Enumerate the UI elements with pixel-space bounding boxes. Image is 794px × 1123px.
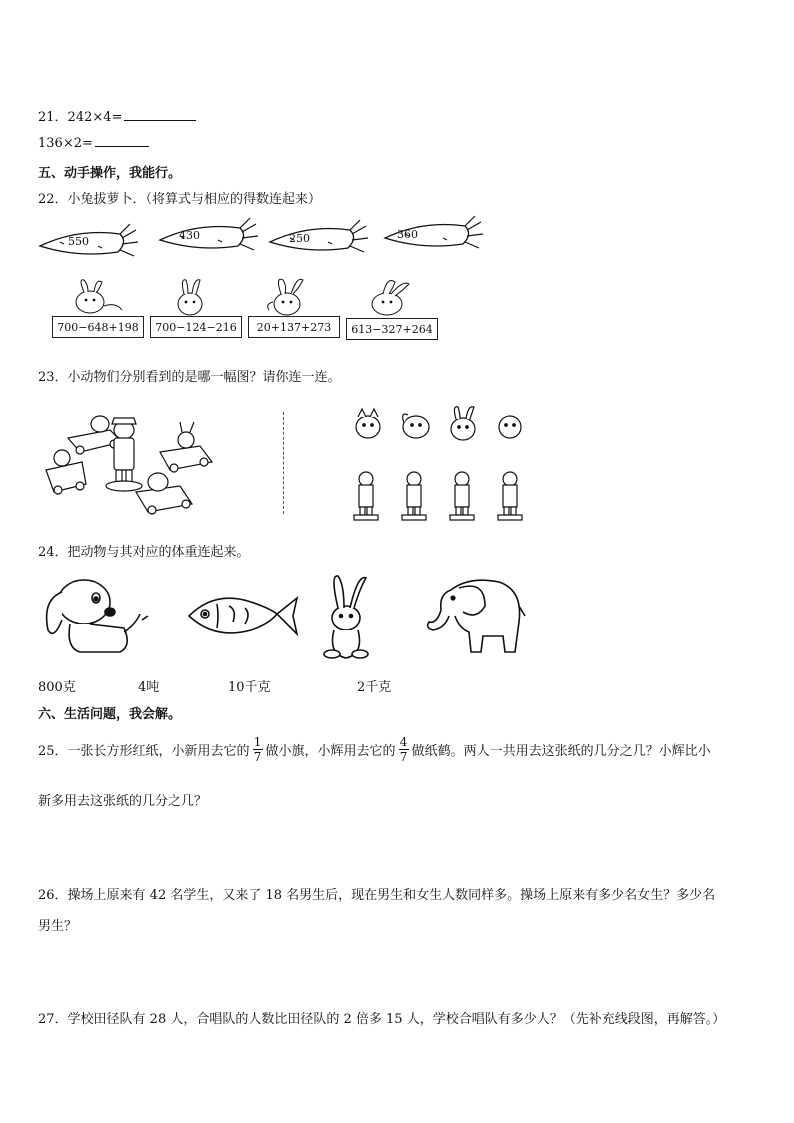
- weight-label: 800克: [38, 680, 76, 695]
- q21-line1: 21．242×4=: [38, 106, 196, 125]
- q23-question: 23．小动物们分别看到的是哪一幅图？请你连一连。: [38, 370, 341, 385]
- carrot-value: 250: [289, 232, 310, 245]
- weight-label: 4吨: [138, 680, 160, 695]
- carrot-icon: [270, 220, 368, 252]
- elephant-icon: [428, 580, 525, 652]
- figure-icon: [402, 472, 426, 520]
- section-5-title: 五、动手操作，我能行。: [38, 166, 182, 181]
- carrot-value: 430: [179, 229, 200, 242]
- figure-icon: [354, 472, 378, 520]
- animal-head-icon: [403, 414, 429, 438]
- answer-blank[interactable]: [95, 136, 149, 147]
- divider: [283, 412, 284, 514]
- animal-head-icon: [499, 416, 521, 438]
- views-illustration: [350, 405, 540, 527]
- expression-box[interactable]: 700−648+198: [52, 316, 144, 338]
- carrot-value: 550: [68, 235, 89, 248]
- animal-head-icon: [356, 409, 380, 438]
- car-icon: [136, 473, 192, 514]
- carrot-icon: [40, 224, 138, 256]
- dog-icon: [47, 580, 148, 652]
- q24-question: 24．把动物与其对应的体重连起来。: [38, 545, 250, 560]
- rabbits-illustration: [60, 278, 460, 318]
- fraction: $\frac{1}{7}$: [253, 735, 262, 764]
- expression-box[interactable]: 700−124−216: [150, 316, 242, 338]
- weight-label: 2千克: [357, 680, 392, 695]
- weight-label: 10千克: [228, 680, 271, 695]
- figure-icon: [498, 472, 522, 520]
- rabbit-icon: [76, 280, 122, 313]
- section-6-title: 六、生活问题，我会解。: [38, 707, 182, 722]
- q21-line2: 136×2=: [38, 136, 149, 151]
- carrot-value: 360: [397, 228, 418, 241]
- q22-question: 22．小兔拔萝卜．（将算式与相应的得数连起来）: [38, 192, 322, 207]
- fish-icon: [189, 598, 297, 634]
- rabbit-icon: [178, 280, 202, 315]
- fraction: $\frac{4}{7}$: [399, 735, 408, 764]
- animals-weight-illustration: [40, 570, 540, 665]
- expression-box[interactable]: 613−327+264: [346, 318, 438, 340]
- car-icon: [46, 450, 86, 494]
- q25-question-line2: 新多用去这张纸的几分之几？: [38, 794, 208, 809]
- animals-scene-illustration: [40, 400, 280, 525]
- q27-question: 27．学校田径队有 28 人，合唱队的人数比田径队的 2 倍多 15 人，学校合唱队有多少人？（先补充线段图，再解答。）: [38, 1012, 726, 1027]
- carrot-icon: [160, 218, 258, 250]
- expression-box[interactable]: 20+137+273: [248, 316, 340, 338]
- answer-blank[interactable]: [124, 110, 196, 121]
- rabbit-icon: [372, 281, 409, 316]
- policeman-icon: [106, 418, 142, 491]
- q26-question: 26．操场上原来有 42 名学生，又来了 18 名男生后，现在男生和女生人数同样多。操场上原来有多少名女生？多少名: [38, 888, 716, 903]
- animal-head-icon: [451, 407, 475, 440]
- rabbit-icon: [268, 279, 303, 315]
- rabbit-icon: [324, 576, 368, 658]
- q26-question-line2: 男生？: [38, 919, 78, 934]
- figure-icon: [450, 472, 474, 520]
- q25-question: 25．一张长方形红纸，小新用去它的 $\frac{1}{7}$ 做小旗，小辉用去它的 $\frac{4}{7}$ 做纸鹤。两人一共用去这张纸的几分之几？小辉比小: [38, 735, 711, 764]
- car-icon: [160, 422, 212, 472]
